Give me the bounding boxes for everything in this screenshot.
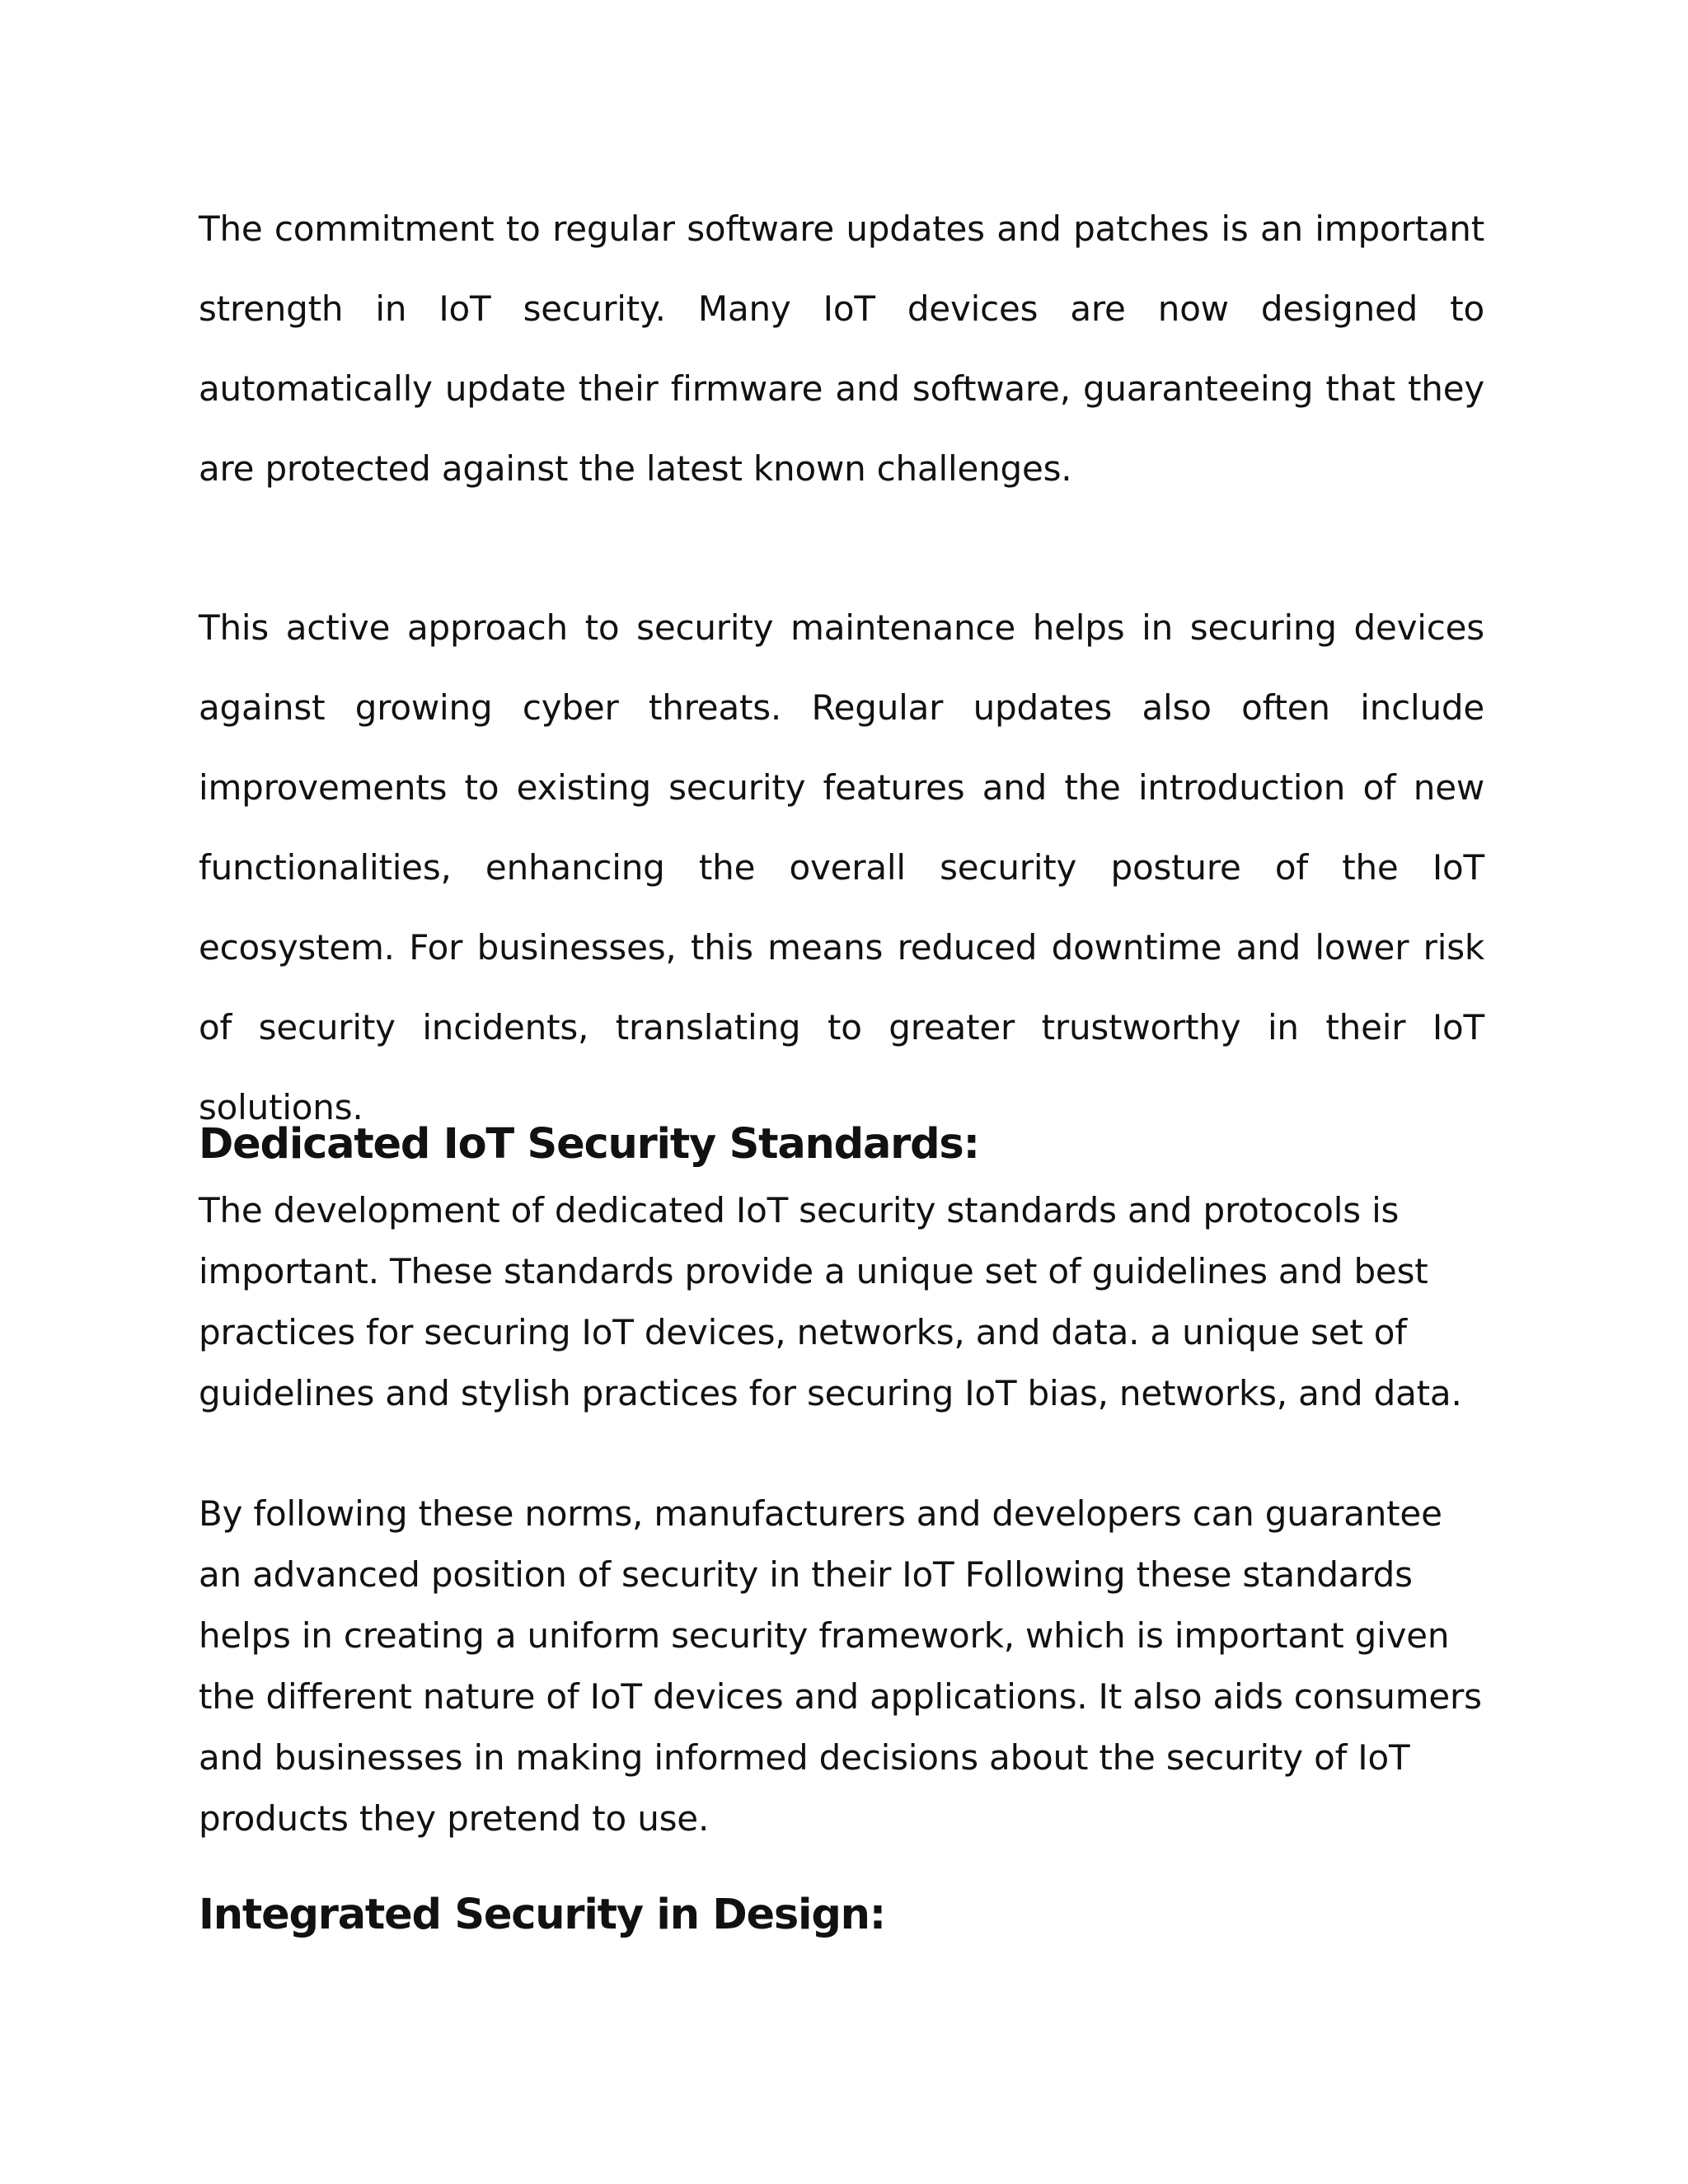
standards-section [199,1118,1484,1171]
intro-paragraph-1-block [199,189,1484,509]
section-heading-standards: Dedicated IoT Security Standards: [199,1120,979,1169]
standards-paragraph-1-block [199,1180,1484,1424]
design-section [199,1889,1484,1942]
standards-paragraph-2-block [199,1483,1484,1849]
standards-paragraph-1: The development of dedicated IoT security standards and protocols is important. These standards provide a unique set of guidelines and best practices for securing IoT devices, networks, and data. a unique set of guidelines and stylish practices for securing IoT bias, networks, and data. [199,1190,1462,1413]
section-heading-design: Integrated Security in Design: [199,1891,885,1939]
standards-paragraph-2: By following these norms, manufacturers and developers can guarantee an advanced position of security in their IoT Following these standards helps in creating a uniform security framework, which is important given the different nature of IoT devices and applications. It also aids consumers and businesses in making informed decisions about the security of IoT products they pretend to use. [199,1493,1482,1839]
intro-paragraph-2: This active approach to security maintenance helps in securing devices against growing cyber threats. Regular updates also often include improvements to existing security features and the introduction of new functionalities, enhancing the overall security posture of the IoT ecosystem. For businesses, this means reduced downtime and lower risk of security incidents, translating to greater trustworthy in their IoT solutions. [199,607,1484,1127]
intro-paragraph-1: The commitment to regular software updates and patches is an important strength in IoT security. Many IoT devices are now designed to automatically update their firmware and software, guaranteeing that they are protected against the latest known challenges. [199,209,1484,489]
intro-paragraph-2-block [199,588,1484,1147]
